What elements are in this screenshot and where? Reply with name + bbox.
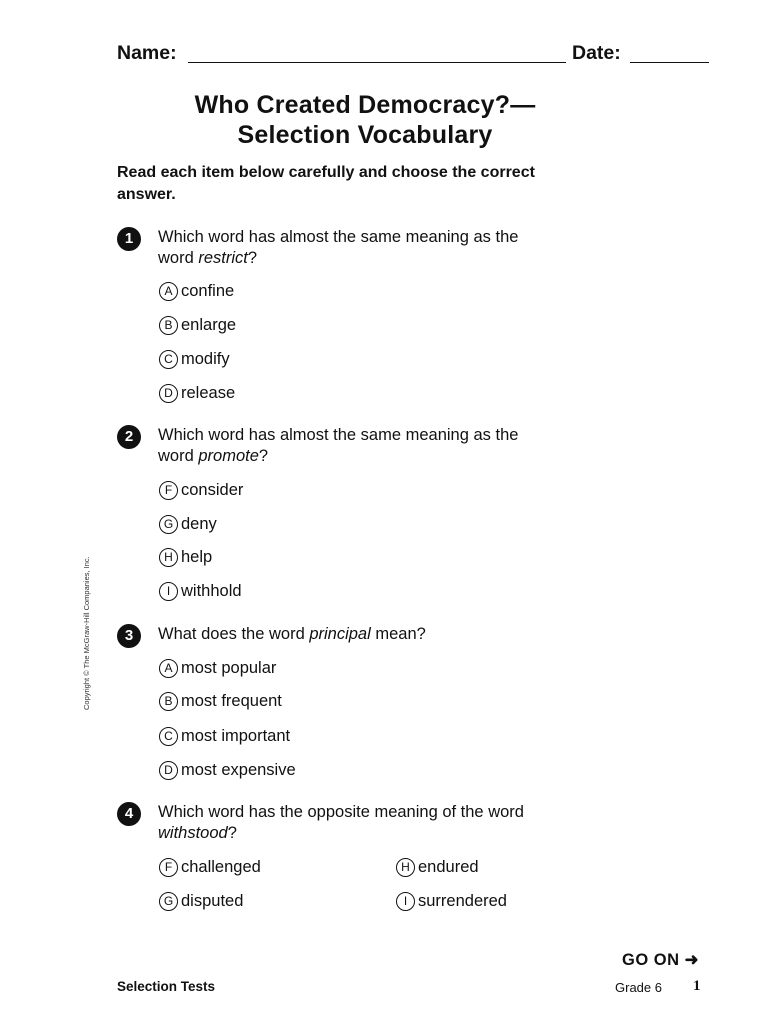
question-keyword: withstood [158,824,228,842]
choice-letter-bubble: B [159,316,178,335]
question-number-badge: 3 [117,624,141,648]
copyright-text: Copyright © The McGraw-Hill Companies, Inc. [82,556,91,710]
choice-letter-bubble: C [159,727,178,746]
title-line-2: Selection Vocabulary [237,121,493,149]
answer-choice[interactable] [159,280,234,302]
page-number: 1 [693,978,701,994]
answer-choice[interactable] [159,759,296,781]
choice-letter-bubble: D [159,384,178,403]
date-label: Date: [572,42,621,64]
answer-choice[interactable] [159,479,243,501]
question-text [158,624,558,645]
question-text-part: Which word has the opposite meaning of the word [158,803,524,821]
choice-text: challenged [181,858,261,876]
question-text-part: ? [258,447,269,465]
choice-text: disputed [181,892,244,910]
choice-letter-bubble: G [159,892,178,911]
question-text [158,802,558,844]
choice-text: most important [181,727,291,745]
choice-letter-bubble: C [159,350,178,369]
choice-letter-bubble: H [159,548,178,567]
question-text-part: ? [227,824,237,842]
question-text [158,227,558,269]
answer-choice[interactable] [159,690,282,712]
choice-letter-bubble: B [159,692,178,711]
choice-letter-bubble: F [159,481,178,500]
answer-choice[interactable] [159,513,217,535]
title-line-1: Who Created Democracy?— [194,91,536,119]
choice-text: release [181,384,236,402]
choice-letter-bubble: A [159,282,178,301]
question-keyword: promote [198,447,259,465]
choice-letter-bubble: G [159,515,178,534]
question-text [158,425,558,467]
question-text-part: ? [247,249,258,267]
name-label: Name: [117,42,177,64]
choice-text: most frequent [181,692,282,710]
footer-grade: Grade 6 [615,980,662,995]
choice-text: endured [418,858,479,876]
choice-letter-bubble: I [396,892,415,911]
answer-choice[interactable] [159,725,290,747]
choice-text: most expensive [181,761,296,779]
question-text-part: What does the word [158,625,310,643]
question-text-part: Which word has almost the same meaning as the word [158,228,519,267]
answer-choice[interactable] [159,890,243,912]
choice-letter-bubble: F [159,858,178,877]
answer-choice[interactable] [159,657,276,679]
header-row [117,40,712,68]
choice-letter-bubble: H [396,858,415,877]
answer-choice[interactable] [159,856,261,878]
page-title [100,90,630,150]
choice-text: confine [181,282,235,300]
choice-letter-bubble: A [159,659,178,678]
question-text-part: Which word has almost the same meaning as the word [158,426,519,465]
question-number-badge: 2 [117,425,141,449]
choice-text: modify [181,350,230,368]
choice-text: surrendered [418,892,507,910]
question-number-badge: 4 [117,802,141,826]
choice-text: consider [181,481,244,499]
choice-text: withhold [181,582,242,600]
question-number-badge: 1 [117,227,141,251]
answer-choice[interactable] [159,348,230,370]
choice-text: enlarge [181,316,237,334]
name-line [188,62,566,63]
choice-text: help [181,548,213,566]
choice-letter-bubble: D [159,761,178,780]
question-text-part: mean? [370,625,426,643]
date-line [630,62,709,63]
instructions: Read each item below carefully and choose the correct answer. [117,164,535,203]
footer-section: Selection Tests [117,979,216,994]
answer-choice[interactable] [159,546,212,568]
answer-choice[interactable] [396,890,507,912]
answer-choice[interactable] [159,580,242,602]
choice-letter-bubble: I [159,582,178,601]
choice-text: most popular [181,659,277,677]
go-on-indicator: GO ON ➜ [622,951,699,969]
question-keyword: restrict [198,249,248,267]
answer-choice[interactable] [159,382,235,404]
choice-text: deny [181,515,217,533]
answer-choice[interactable] [396,856,479,878]
answer-choice[interactable] [159,314,236,336]
question-keyword: principal [309,625,371,643]
